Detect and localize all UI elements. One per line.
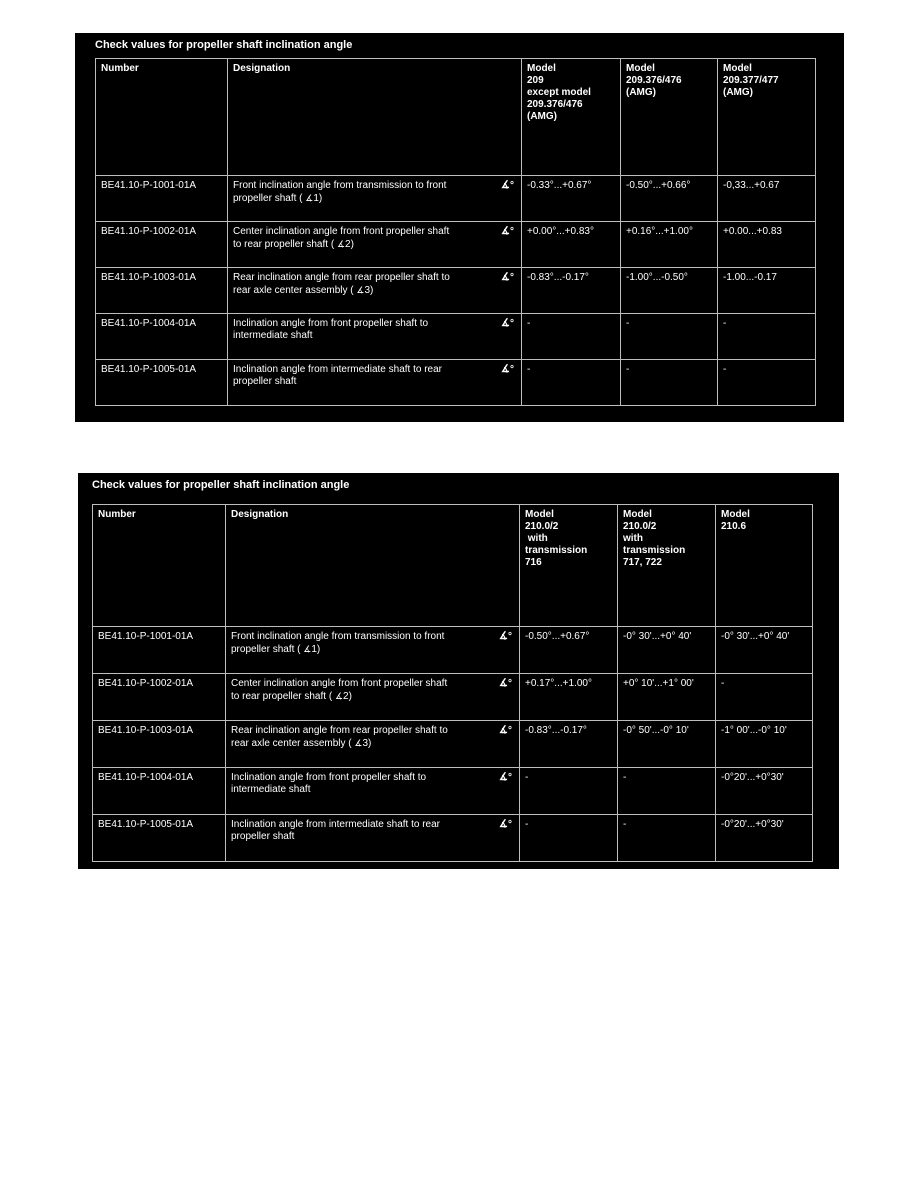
header-row — [96, 59, 816, 176]
panel-title: Check values for propeller shaft inclination angle — [95, 39, 353, 51]
value-cell: - — [618, 815, 716, 862]
spec-panel-1 — [75, 33, 844, 422]
angle-degree-icon: ∡° — [501, 272, 514, 283]
row-designation: Center inclination angle from front propeller shaft to rear propeller shaft ( ∡2) ∡° — [228, 222, 522, 268]
header-model: Model 210.0/2 with transmission 716 — [520, 505, 618, 627]
header-model: Model 209.376/476 (AMG) — [621, 59, 718, 176]
panel-title: Check values for propeller shaft inclination angle — [92, 479, 350, 491]
value-cell: +0.00°...+0.83° — [522, 222, 621, 268]
angle-icon: ∡ — [334, 691, 344, 701]
value-cell: -0°20'...+0°30' — [716, 815, 813, 862]
value-cell: -0° 30'...+0° 40' — [618, 627, 716, 674]
header-model: Model 210.0/2 with transmission 717, 722 — [618, 505, 716, 627]
value-cell: -0.33°...+0.67° — [522, 176, 621, 222]
angle-icon: ∡ — [356, 285, 365, 295]
table-row — [96, 176, 816, 222]
row-designation: Front inclination angle from transmission to front propeller shaft ( ∡1) ∡° — [226, 627, 520, 674]
value-cell: -0°20'...+0°30' — [716, 768, 813, 815]
value-cell: -1° 00'...-0° 10' — [716, 721, 813, 768]
spec-table — [95, 58, 816, 406]
value-cell: +0.17°...+1.00° — [520, 674, 618, 721]
row-number: BE41.10-P-1005-01A — [93, 815, 226, 862]
angle-degree-icon: ∡° — [501, 180, 514, 191]
angle-icon: ∡ — [336, 239, 346, 249]
value-cell: - — [520, 815, 618, 862]
row-designation: Rear inclination angle from rear propeller shaft to rear axle center assembly ( ∡3) ∡° — [228, 268, 522, 314]
header-model: Model 209.377/477 (AMG) — [718, 59, 816, 176]
angle-degree-icon: ∡° — [499, 819, 512, 830]
table-row — [96, 268, 816, 314]
value-cell: - — [618, 768, 716, 815]
value-cell: -0.83°...-0.17° — [520, 721, 618, 768]
header-row — [93, 505, 813, 627]
angle-degree-icon: ∡° — [499, 631, 512, 642]
row-number: BE41.10-P-1003-01A — [93, 721, 226, 768]
header-designation: Designation — [226, 505, 520, 627]
angle-degree-icon: ∡° — [499, 678, 512, 689]
angle-icon: ∡ — [305, 193, 314, 203]
value-cell: - — [621, 314, 718, 360]
header-model: Model 209 except model 209.376/476 (AMG) — [522, 59, 621, 176]
value-cell: - — [520, 768, 618, 815]
value-cell: -0° 50'...-0° 10' — [618, 721, 716, 768]
value-cell: +0.16°...+1.00° — [621, 222, 718, 268]
value-cell: +0.00...+0.83 — [718, 222, 816, 268]
header-model: Model 210.6 — [716, 505, 813, 627]
table-row — [93, 721, 813, 768]
row-number: BE41.10-P-1001-01A — [96, 176, 228, 222]
row-number: BE41.10-P-1002-01A — [93, 674, 226, 721]
header-number: Number — [93, 505, 226, 627]
row-number: BE41.10-P-1002-01A — [96, 222, 228, 268]
value-cell: - — [522, 360, 621, 406]
row-number: BE41.10-P-1004-01A — [96, 314, 228, 360]
spec-panel-2 — [78, 473, 839, 869]
value-cell: -1.00°...-0.50° — [621, 268, 718, 314]
row-number: BE41.10-P-1005-01A — [96, 360, 228, 406]
table-row — [93, 627, 813, 674]
table-row — [96, 314, 816, 360]
value-cell: +0° 10'...+1° 00' — [618, 674, 716, 721]
value-cell: -0,33...+0.67 — [718, 176, 816, 222]
row-number: BE41.10-P-1001-01A — [93, 627, 226, 674]
row-designation: Front inclination angle from transmission to front propeller shaft ( ∡1) ∡° — [228, 176, 522, 222]
value-cell: -0.83°...-0.17° — [522, 268, 621, 314]
angle-icon: ∡ — [354, 738, 363, 748]
row-designation: Center inclination angle from front propeller shaft to rear propeller shaft ( ∡2) ∡° — [226, 674, 520, 721]
row-number: BE41.10-P-1004-01A — [93, 768, 226, 815]
value-cell: -1.00...-0.17 — [718, 268, 816, 314]
row-designation: Inclination angle from intermediate shaft to rear propeller shaft ∡° — [228, 360, 522, 406]
table-row — [93, 674, 813, 721]
header-designation: Designation — [228, 59, 522, 176]
value-cell: - — [522, 314, 621, 360]
angle-degree-icon: ∡° — [501, 318, 514, 329]
value-cell: - — [621, 360, 718, 406]
value-cell: -0° 30'...+0° 40' — [716, 627, 813, 674]
value-cell: - — [718, 314, 816, 360]
row-designation: Rear inclination angle from rear propeller shaft to rear axle center assembly ( ∡3) ∡° — [226, 721, 520, 768]
spec-table — [92, 504, 813, 862]
row-number: BE41.10-P-1003-01A — [96, 268, 228, 314]
angle-icon: ∡ — [303, 644, 312, 654]
angle-degree-icon: ∡° — [501, 364, 514, 375]
table-row — [96, 222, 816, 268]
table-row — [93, 768, 813, 815]
angle-degree-icon: ∡° — [501, 226, 514, 237]
row-designation: Inclination angle from front propeller shaft to intermediate shaft ∡° — [226, 768, 520, 815]
row-designation: Inclination angle from front propeller shaft to intermediate shaft ∡° — [228, 314, 522, 360]
value-cell: -0.50°...+0.66° — [621, 176, 718, 222]
value-cell: - — [718, 360, 816, 406]
table-row — [93, 815, 813, 862]
table-row — [96, 360, 816, 406]
value-cell: -0.50°...+0.67° — [520, 627, 618, 674]
value-cell: - — [716, 674, 813, 721]
header-number: Number — [96, 59, 228, 176]
row-designation: Inclination angle from intermediate shaft to rear propeller shaft ∡° — [226, 815, 520, 862]
angle-degree-icon: ∡° — [499, 772, 512, 783]
angle-degree-icon: ∡° — [499, 725, 512, 736]
